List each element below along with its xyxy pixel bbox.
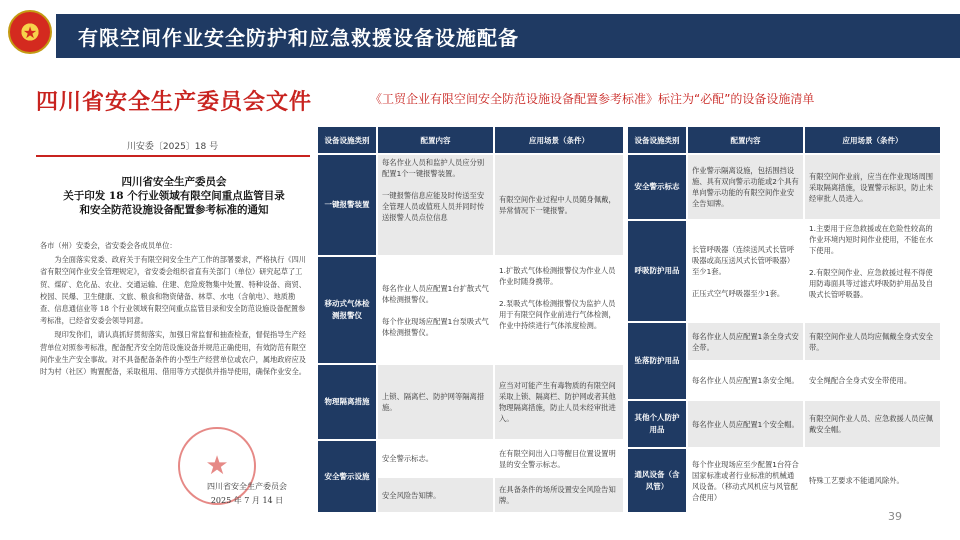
page-number: 39 [888,510,902,523]
document-paragraph: 现印发你们，请认真抓好贯彻落实，加强日常监督和抽查检查，督促指导生产经营单位对照参考标准，配备配齐安全防范设施设备并规范正确使用，有效防范有限空间作业生产安全事故。对不具备配备条件的小型生产经营单位或农户，属地政府应及时为村（社区）购置配备，采取租用、借用等方式提供并指导使用，确保作业安全。 [40,330,306,377]
content-cell [688,401,803,447]
seal-star-icon: ★ [205,451,229,481]
table-header: 设备设施类别 [318,127,376,153]
scene-cell [805,401,940,447]
content-text: 每名作业人员应配置1条安全绳。 [692,376,799,385]
scene-cell: 1.扩散式气体检测报警仪为作业人员作业时随身携带。 2.泵吸式气体检测报警仪为监护人员用于有限空间作业前进行气体检测，作业中持续进行气体浓度检测。 [495,257,623,363]
document-red-rule [36,155,310,157]
scene-cell [805,155,940,219]
scene-text: 特殊工艺要求不能通风除外。 [809,476,904,485]
category-cell: 呼吸防护用品 [628,221,686,321]
scene-text: 在具备条件的场所设置安全风险告知牌。 [499,485,616,505]
scene-cell [495,155,623,255]
party-emblem-icon [8,10,52,54]
document-number: 川安委〔2025〕18 号 [126,142,219,152]
content-cell [688,362,803,399]
category-cell: 安全警示标志 [628,155,686,219]
category-cell: 移动式气体检测报警仪 [318,257,376,363]
document-body [40,240,306,380]
document-image [30,75,315,515]
content-cell [688,155,803,219]
document-heading: 四川省安全生产委员会文件 [36,89,313,115]
content-text: 每名作业人员应配置1个安全帽。 [692,419,799,429]
table-header: 配置内容 [688,127,803,153]
document-paragraph: 各市（州）安委会，省安委会各成员单位： [40,241,177,250]
scene-cell [495,441,623,476]
slide-header [0,0,960,60]
document-subtitle: 四川省安全生产委员会 关于印发 18 个行业领域有限空间重点监管目录 和安全防范设施设备配置参考标准的通知 [63,176,285,216]
document-sign-org: 四川省安全生产委员会 [207,482,287,491]
scene-text: 安全绳配合全身式安全带使用。 [809,376,912,385]
content-text: 每名作业人员应配置1条全身式安全带。 [692,331,799,352]
scene-cell [805,323,940,360]
scene-text: 有限空间作业人员、应急救援人员应佩戴安全帽。 [809,414,934,434]
category-cell: 坠落防护用品 [628,323,686,399]
content-cell [378,365,493,439]
category-cell: 安全警示设施 [318,441,376,512]
scene-cell [495,478,623,512]
equipment-table [318,127,940,512]
scene-text: 在有限空间出入口等醒目位置设置明显的安全警示标志。 [499,448,616,469]
content-text: 每名作业人员应配置1台扩散式气体检测报警仪。 每个作业现场应配置1台泵吸式气体检测报警仪。 [382,283,489,337]
content-cell [378,441,493,476]
category-cell: 通风设备（含风管） [628,449,686,512]
document-paragraph: 为全面落实党委、政府关于有限空间安全生产工作的部署要求，严格执行《四川省有限空间作业安全管理规定》，省安委会组织省直有关部门（单位）研究起草了工贸、煤矿、危化品、农业、交通运输、住建、危险废物集中处置、特种设备、商贸、校园、民爆、卫生健康、文旅、粮食和物资储备、林草、水电（含航电）、地质勘查、信息通信业等 18 个行业领域有限空间重点监管目录和安全防范设施设备配置参考标准，已经省安委会领导同意。 [40,255,306,326]
category-cell: 物理隔离措施 [318,365,376,439]
content-cell [688,323,803,360]
content-text: 长管呼吸器（连续送风式长管呼吸器或高压送风式长管呼吸器）至少1套。 正压式空气呼吸器至少1套。 [692,244,795,298]
scene-text: 有限空间作业前，应当在作业现场周围采取隔离措施，设置警示标识，防止未经审批人员进入。 [809,171,934,203]
category-cell: 一键报警装置 [318,155,376,255]
document-signature [207,480,287,508]
content-text: 作业警示隔离设施，包括围挡设施、具有双向警示功能或2个具有单向警示功能的有限空间作业安全告知牌。 [692,166,799,208]
content-text: 安全警示标志。 [382,454,434,463]
scene-cell [805,362,940,399]
category-cell: 其他个人防护用品 [628,401,686,447]
scene-text: 应当对可能产生有毒物质的有限空间采取上锁、隔离栏、防护网或者其他物理隔离措施，防止人员未经审批进入。 [499,381,616,423]
content-cell: 每名作业人员和监护人员应分别配置1个一键报警装置。 一键报警信息应能及时传送至安全管理人员或值班人员并同时传送报警人员点位信息 [378,155,493,255]
scene-text: 有限空间作业人员均应佩戴全身式安全带。 [809,331,934,352]
content-text: 上锁、隔离栏、防护网等隔离措施。 [382,392,485,412]
table-header: 配置内容 [378,127,493,153]
page-title: 有限空间作业安全防护和应急救援设备设施配备 [78,26,519,50]
scene-cell [495,365,623,439]
table-header: 应用场景（条件） [805,127,940,153]
title-bar [56,14,960,58]
document-sign-date: 2025 年 7 月 14 日 [210,496,284,505]
content-text: 每个作业现场应至少配置1台符合国家标准或者行业标准的机械通风设备。（移动式风机应与风管配合使用） [692,459,799,502]
table-header: 应用场景（条件） [495,127,623,153]
content-cell [378,478,493,512]
scene-text: 有限空间作业过程中人员随身佩戴，异常情况下一键报警。 [499,195,616,215]
content-cell [378,257,493,363]
scene-cell: 1.主要用于应急救援或在危险性较高的作业环境内短时间作业使用，不能在水下使用。 2.有限空间作业、应急救援过程不得使用防毒面具等过滤式呼吸防护用品及自吸式长管呼吸器。 [805,221,940,321]
star-icon: ★ [22,22,38,42]
content-cell [688,221,803,321]
table-header: 设备设施类别 [628,127,686,153]
table-caption: 《工贸企业有限空间安全防范设施设备配置参考标准》标注为“必配”的设备设施清单 [370,92,815,106]
content-cell [688,449,803,512]
content-text: 安全风险告知牌。 [382,490,441,500]
scene-cell [805,449,940,512]
